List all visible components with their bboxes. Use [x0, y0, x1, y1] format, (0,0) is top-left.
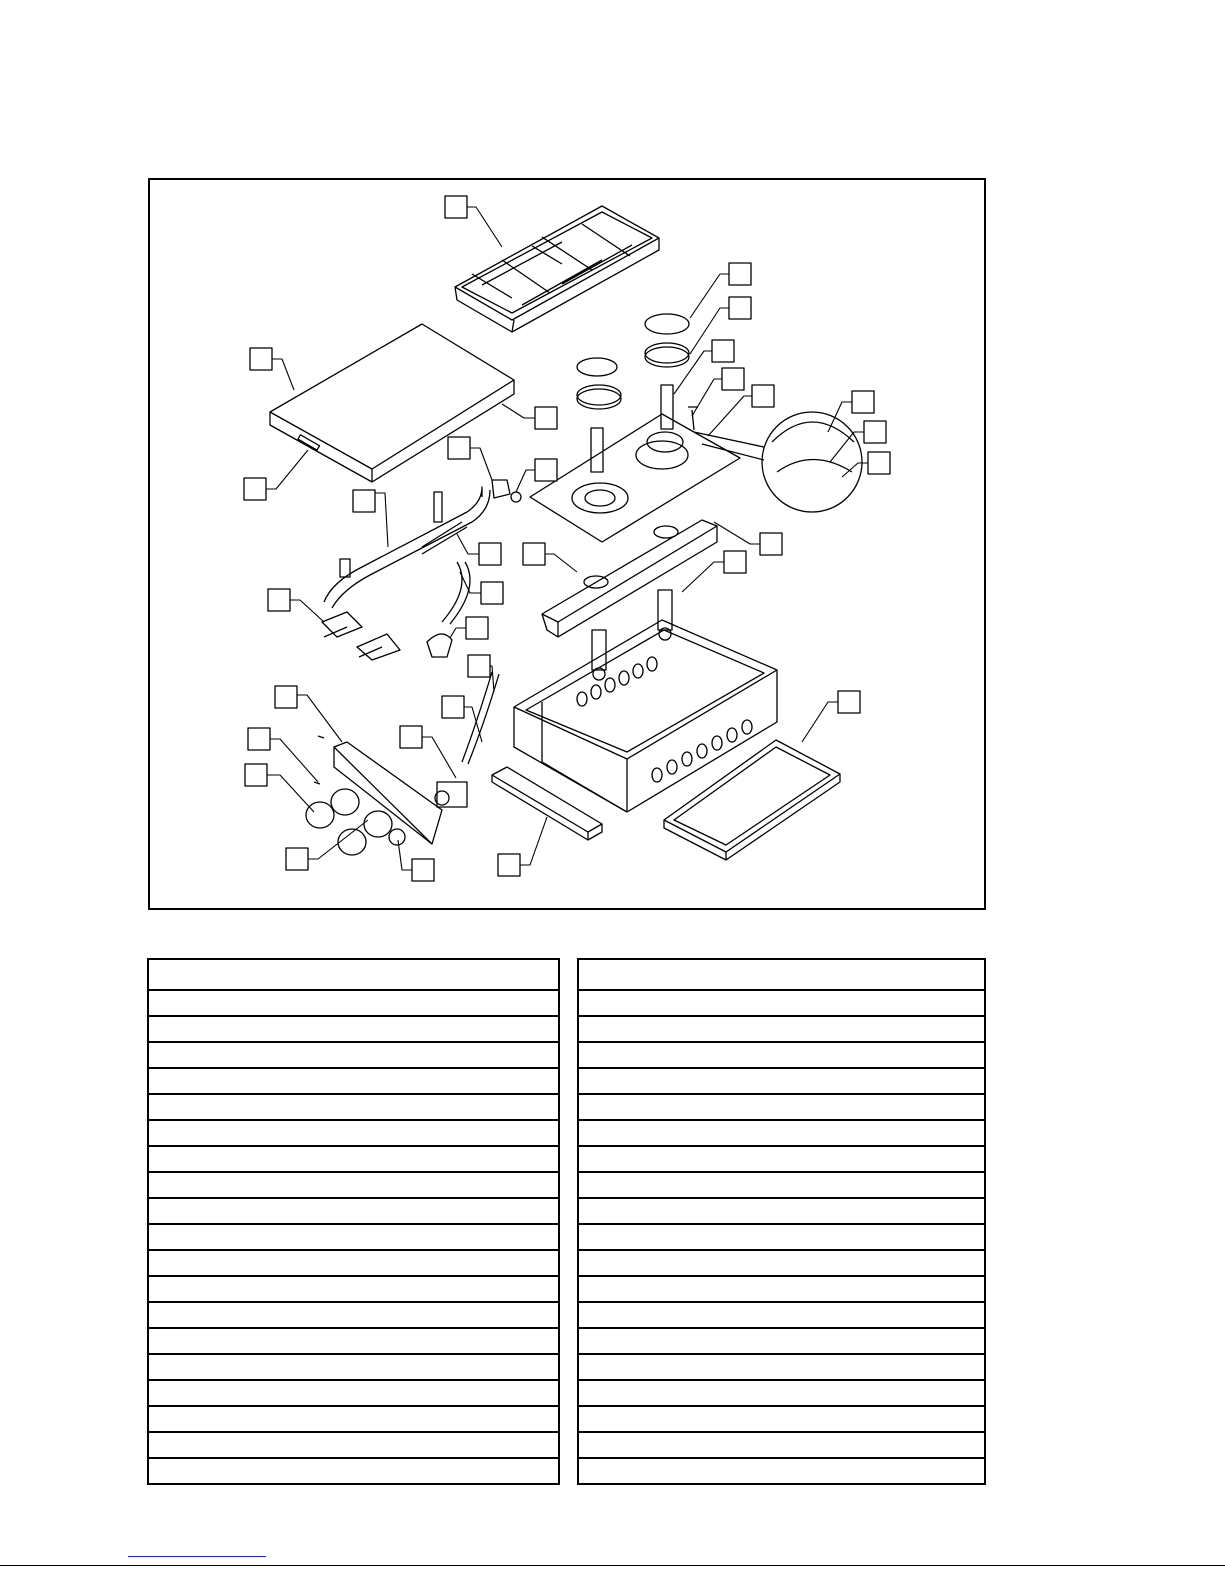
table-row: [578, 1328, 985, 1354]
table-row: [578, 1224, 985, 1250]
parts-list-table-left: [147, 958, 560, 1485]
table-row: [578, 1250, 985, 1276]
table-cell: [578, 1068, 985, 1094]
front-trim: [492, 767, 602, 840]
table-row: [148, 990, 559, 1016]
callout-boxes: [244, 196, 890, 881]
table-cell: [578, 959, 985, 990]
table-row: [578, 1380, 985, 1406]
table-cell: [148, 1094, 559, 1120]
table-cell: [578, 1302, 985, 1328]
table-cell: [578, 1172, 985, 1198]
table-cell: [578, 1432, 985, 1458]
gas-valves: [592, 590, 672, 680]
table-cell: [578, 1406, 985, 1432]
table-row: [148, 1198, 559, 1224]
table-row: [148, 1276, 559, 1302]
table-row: [148, 1224, 559, 1250]
table-row: [578, 1146, 985, 1172]
table-cell: [578, 990, 985, 1016]
firebox: [514, 620, 777, 812]
table-cell: [148, 1354, 559, 1380]
cooking-grate: [455, 206, 659, 332]
table-row: [578, 1016, 985, 1042]
table-cell: [578, 1224, 985, 1250]
table-cell: [148, 1328, 559, 1354]
table-row: [148, 1042, 559, 1068]
table-cell: [148, 990, 559, 1016]
table-cell: [148, 1276, 559, 1302]
table-cell: [578, 1198, 985, 1224]
table-row: [148, 1146, 559, 1172]
table-cell: [148, 1068, 559, 1094]
support-bracket: [542, 520, 717, 637]
burner-assemblies: [577, 314, 689, 472]
table-row: [578, 1302, 985, 1328]
table-row: [578, 1276, 985, 1302]
table-row: [148, 1172, 559, 1198]
footer-link-underline[interactable]: [128, 1556, 266, 1557]
table-row: [578, 1042, 985, 1068]
table-row: [148, 1354, 559, 1380]
table-row: [578, 1458, 985, 1484]
table-cell: [578, 1094, 985, 1120]
table-cell: [148, 1432, 559, 1458]
table-cell: [148, 1406, 559, 1432]
table-cell: [148, 1224, 559, 1250]
table-row: [578, 990, 985, 1016]
table-cell: [578, 1380, 985, 1406]
table-row: [578, 1432, 985, 1458]
table-cell: [148, 1250, 559, 1276]
table-cell: [148, 1016, 559, 1042]
table-row: [578, 1406, 985, 1432]
table-cell: [578, 1276, 985, 1302]
table-row: [148, 1380, 559, 1406]
table-cell: [578, 1042, 985, 1068]
table-row: [148, 1068, 559, 1094]
table-cell: [148, 1172, 559, 1198]
table-cell: [148, 1146, 559, 1172]
table-row: [578, 1120, 985, 1146]
table-row: [148, 1458, 559, 1484]
table-row: [148, 1432, 559, 1458]
table-row: [578, 1094, 985, 1120]
table-row: [148, 1120, 559, 1146]
table-cell: [148, 1302, 559, 1328]
drip-tray: [664, 740, 840, 860]
exploded-parts-diagram: [148, 178, 986, 910]
table-cell: [148, 959, 559, 990]
table-cell: [578, 1458, 985, 1484]
table-row: [578, 1068, 985, 1094]
parts-list-table-right: [577, 958, 986, 1485]
table-row: [148, 1302, 559, 1328]
table-row: [578, 1198, 985, 1224]
table-cell: [148, 1042, 559, 1068]
igniter-detail-inset: [694, 412, 862, 512]
gas-manifold: [322, 487, 490, 660]
table-cell: [578, 1328, 985, 1354]
diagram-drawing: [150, 180, 984, 908]
table-row: [578, 1172, 985, 1198]
griddle-plate: [270, 324, 514, 482]
table-row: [148, 1406, 559, 1432]
table-cell: [148, 1120, 559, 1146]
table-cell: [578, 1250, 985, 1276]
table-row: [148, 1328, 559, 1354]
table-row: [578, 959, 985, 990]
table-cell: [578, 1120, 985, 1146]
footer-divider: [0, 1565, 1225, 1566]
table-cell: [148, 1198, 559, 1224]
table-row: [148, 1250, 559, 1276]
table-cell: [148, 1380, 559, 1406]
table-cell: [578, 1146, 985, 1172]
control-panel: [306, 742, 467, 855]
table-cell: [578, 1354, 985, 1380]
table-cell: [578, 1016, 985, 1042]
table-row: [148, 1094, 559, 1120]
table-cell: [148, 1458, 559, 1484]
table-row: [148, 1016, 559, 1042]
table-row: [578, 1354, 985, 1380]
table-row: [148, 959, 559, 990]
